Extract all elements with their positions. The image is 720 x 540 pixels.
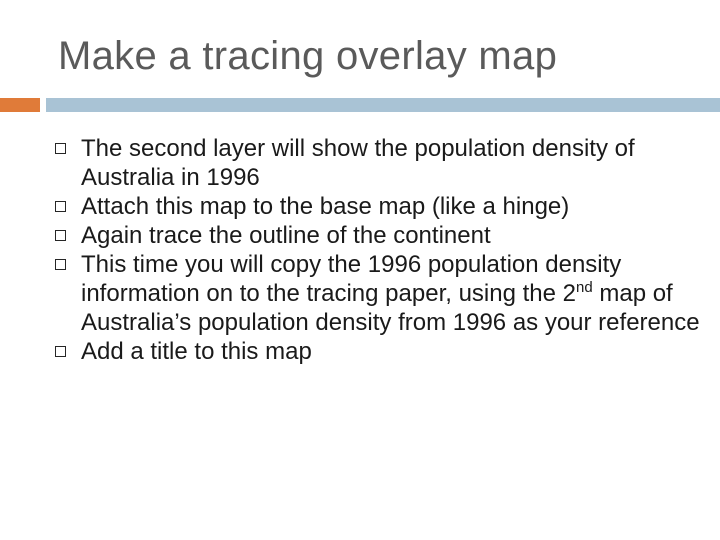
bullet-item <box>0 192 701 221</box>
square-bullet-icon <box>55 230 66 241</box>
square-bullet-icon <box>55 201 66 212</box>
bullet-list <box>0 134 701 366</box>
square-bullet-icon <box>55 259 66 270</box>
bullet-text <box>81 251 700 336</box>
bullet-text-part: This time you will copy the 1996 population density information on to the tracing paper, using the 2 <box>81 251 622 307</box>
bullet-text: The second layer will show the population density of Australia in 1996 <box>81 135 635 191</box>
slide-title: Make a tracing overlay map <box>58 34 558 78</box>
bullet-text: Again trace the outline of the continent <box>81 222 491 249</box>
bullet-item <box>0 250 701 337</box>
title-rule-accent <box>0 98 40 112</box>
bullet-text: Attach this map to the base map (like a hinge) <box>81 193 570 220</box>
superscript-ordinal: nd <box>576 279 593 296</box>
square-bullet-icon <box>55 346 66 357</box>
title-rule <box>46 98 720 112</box>
bullet-text-part: map of Australia’s population density from 1996 as your reference <box>81 280 700 336</box>
bullet-item <box>0 337 701 366</box>
bullet-item <box>0 134 701 192</box>
square-bullet-icon <box>55 143 66 154</box>
bullet-text: Add a title to this map <box>81 338 312 365</box>
bullet-item <box>0 221 701 250</box>
